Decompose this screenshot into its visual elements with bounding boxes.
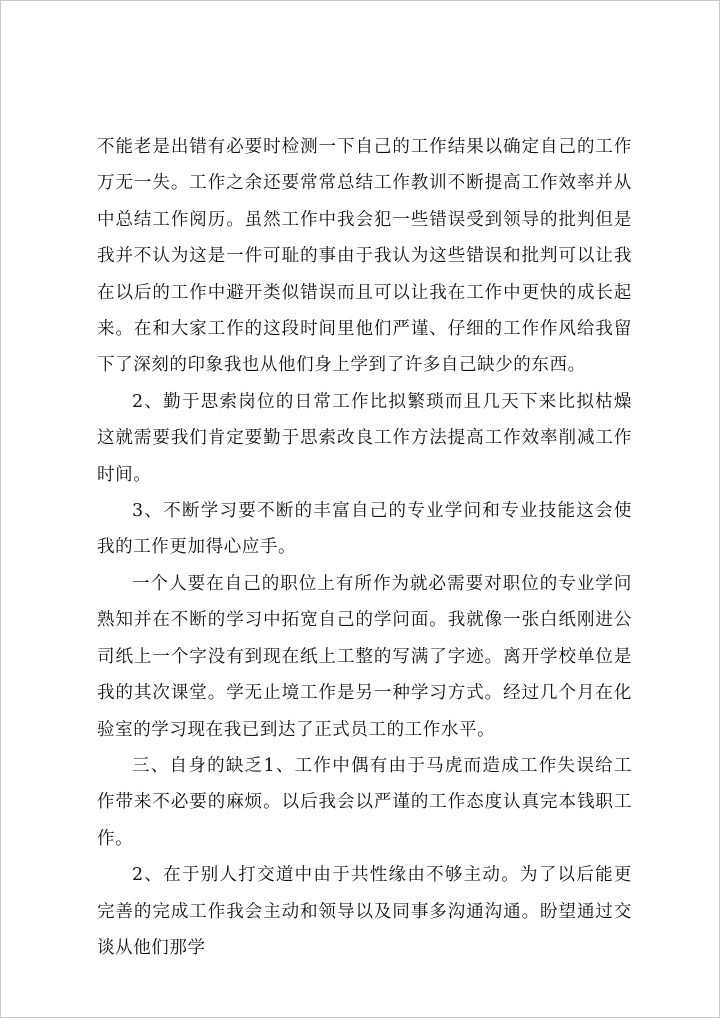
- paragraph-shortcomings: 三、自身的缺乏1、工作中偶有由于马虎而造成工作失误给工作带来不必要的麻烦。以后我会以严谨的工作态度认真完本钱职工作。: [97, 755, 632, 849]
- paragraph-professional-knowledge: 一个人要在自己的职位上有所作为就必需要对职位的专业学问熟知并在不断的学习中拓宽自己的学问面。我就像一张白纸刚进公司纸上一个字没有到现在纸上工整的写满了字迹。离开学校单位是我的其次课堂。学无止境工作是另一种学习方式。经过几个月在化验室的学习现在我已到达了正式员工的工作水平。: [97, 573, 632, 740]
- document-body: [97, 129, 632, 966]
- paragraph-continuation: 不能老是出错有必要时检测一下自己的工作结果以确定自己的工作万无一失。工作之余还要常常总结工作教训不断提高工作效率并从中总结工作阅历。虽然工作中我会犯一些错误受到领导的批判但是我并不认为这是一件可耻的事由于我认为这些错误和批判可以让我在以后的工作中避开类似错误而且可以让我在工作中更快的成长起来。在和大家工作的这段时间里他们严谨、仔细的工作作风给我留下了深刻的印象我也从他们身上学到了许多自己缺少的东西。: [97, 137, 632, 376]
- paragraph-diligent-thinking: 2、勤于思索岗位的日常工作比拟繁琐而且几天下来比拟枯燥这就需要我们肯定要勤于思索改良工作方法提高工作效率削减工作时间。: [97, 391, 632, 485]
- paragraph-communication: 2、在于别人打交道中由于共性缘由不够主动。为了以后能更完善的完成工作我会主动和领导以及同事多沟通沟通。盼望通过交谈从他们那学: [97, 865, 632, 958]
- paragraph-continuous-learning: 3、不断学习要不断的丰富自己的专业学问和专业技能这会使我的工作更加得心应手。: [97, 501, 632, 558]
